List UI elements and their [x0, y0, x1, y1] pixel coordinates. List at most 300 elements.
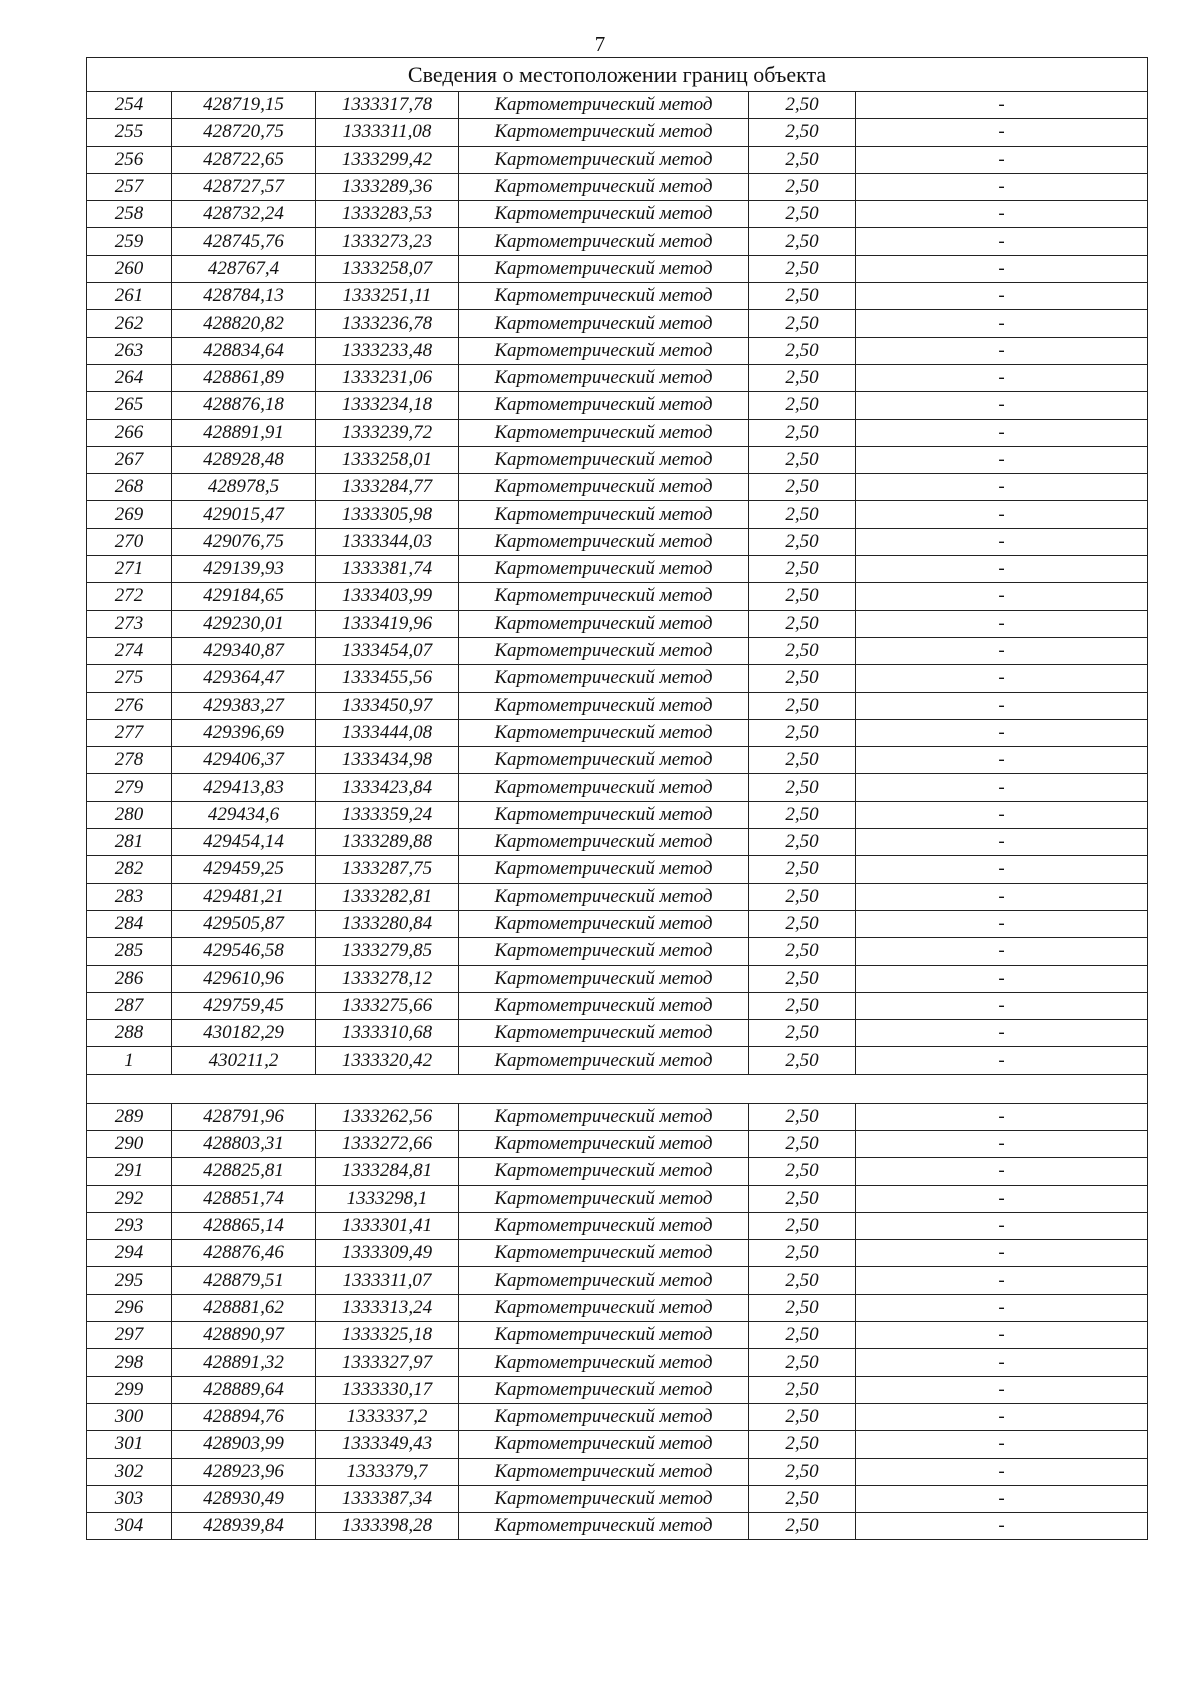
page-number: 7 — [594, 32, 606, 56]
point-number-cell: 263 — [87, 337, 172, 364]
table-title: Сведения о местоположении границ объекта — [87, 58, 1148, 92]
method-cell: Картометрический метод — [459, 1458, 749, 1485]
precision-cell: 2,50 — [749, 747, 856, 774]
description-cell: - — [856, 856, 1148, 883]
precision-cell: 2,50 — [749, 1485, 856, 1512]
boundary-coordinates-table — [86, 57, 1148, 1540]
point-number-cell: 269 — [87, 501, 172, 528]
table-row — [87, 1103, 1148, 1130]
x-coordinate-cell: 428720,75 — [172, 119, 316, 146]
y-coordinate-cell: 1333309,49 — [316, 1240, 459, 1267]
precision-cell: 2,50 — [749, 1294, 856, 1321]
description-cell: - — [856, 1322, 1148, 1349]
point-number-cell: 277 — [87, 719, 172, 746]
y-coordinate-cell: 1333379,7 — [316, 1458, 459, 1485]
method-cell: Картометрический метод — [459, 747, 749, 774]
description-cell: - — [856, 528, 1148, 555]
table-row — [87, 1020, 1148, 1047]
description-cell: - — [856, 1513, 1148, 1540]
point-number-cell: 294 — [87, 1240, 172, 1267]
description-cell: - — [856, 392, 1148, 419]
point-number-cell: 262 — [87, 310, 172, 337]
precision-cell: 2,50 — [749, 1185, 856, 1212]
precision-cell: 2,50 — [749, 392, 856, 419]
precision-cell: 2,50 — [749, 419, 856, 446]
x-coordinate-cell: 429610,96 — [172, 965, 316, 992]
point-number-cell: 282 — [87, 856, 172, 883]
description-cell: - — [856, 829, 1148, 856]
point-number-cell: 266 — [87, 419, 172, 446]
method-cell: Картометрический метод — [459, 255, 749, 282]
description-cell: - — [856, 1294, 1148, 1321]
method-cell: Картометрический метод — [459, 474, 749, 501]
method-cell: Картометрический метод — [459, 337, 749, 364]
table-row — [87, 419, 1148, 446]
point-number-cell: 290 — [87, 1130, 172, 1157]
method-cell: Картометрический метод — [459, 1403, 749, 1430]
point-number-cell: 264 — [87, 364, 172, 391]
precision-cell: 2,50 — [749, 665, 856, 692]
description-cell: - — [856, 1130, 1148, 1157]
precision-cell: 2,50 — [749, 719, 856, 746]
table-row — [87, 856, 1148, 883]
y-coordinate-cell: 1333298,1 — [316, 1185, 459, 1212]
description-cell: - — [856, 719, 1148, 746]
y-coordinate-cell: 1333282,81 — [316, 883, 459, 910]
method-cell: Картометрический метод — [459, 119, 749, 146]
x-coordinate-cell: 429434,6 — [172, 801, 316, 828]
y-coordinate-cell: 1333278,12 — [316, 965, 459, 992]
precision-cell: 2,50 — [749, 255, 856, 282]
description-cell: - — [856, 556, 1148, 583]
y-coordinate-cell: 1333284,77 — [316, 474, 459, 501]
description-cell: - — [856, 1431, 1148, 1458]
x-coordinate-cell: 428825,81 — [172, 1158, 316, 1185]
method-cell: Картометрический метод — [459, 92, 749, 119]
table-row — [87, 146, 1148, 173]
description-cell: - — [856, 283, 1148, 310]
description-cell: - — [856, 910, 1148, 937]
point-number-cell: 281 — [87, 829, 172, 856]
x-coordinate-cell: 428820,82 — [172, 310, 316, 337]
x-coordinate-cell: 428879,51 — [172, 1267, 316, 1294]
method-cell: Картометрический метод — [459, 1240, 749, 1267]
description-cell: - — [856, 1403, 1148, 1430]
table-row — [87, 747, 1148, 774]
precision-cell: 2,50 — [749, 965, 856, 992]
table-row — [87, 1431, 1148, 1458]
precision-cell: 2,50 — [749, 1130, 856, 1157]
y-coordinate-cell: 1333251,11 — [316, 283, 459, 310]
x-coordinate-cell: 429546,58 — [172, 938, 316, 965]
y-coordinate-cell: 1333454,07 — [316, 637, 459, 664]
table-row — [87, 474, 1148, 501]
x-coordinate-cell: 428745,76 — [172, 228, 316, 255]
description-cell: - — [856, 965, 1148, 992]
precision-cell: 2,50 — [749, 1513, 856, 1540]
description-cell: - — [856, 501, 1148, 528]
section-separator-row — [87, 1074, 1148, 1103]
table-row — [87, 583, 1148, 610]
precision-cell: 2,50 — [749, 1403, 856, 1430]
table-row — [87, 556, 1148, 583]
point-number-cell: 285 — [87, 938, 172, 965]
method-cell: Картометрический метод — [459, 1047, 749, 1074]
point-number-cell: 272 — [87, 583, 172, 610]
method-cell: Картометрический метод — [459, 1294, 749, 1321]
precision-cell: 2,50 — [749, 528, 856, 555]
x-coordinate-cell: 428978,5 — [172, 474, 316, 501]
table-row — [87, 992, 1148, 1019]
method-cell: Картометрический метод — [459, 1020, 749, 1047]
y-coordinate-cell: 1333313,24 — [316, 1294, 459, 1321]
y-coordinate-cell: 1333387,34 — [316, 1485, 459, 1512]
description-cell: - — [856, 255, 1148, 282]
precision-cell: 2,50 — [749, 283, 856, 310]
precision-cell: 2,50 — [749, 119, 856, 146]
y-coordinate-cell: 1333325,18 — [316, 1322, 459, 1349]
y-coordinate-cell: 1333311,07 — [316, 1267, 459, 1294]
description-cell: - — [856, 610, 1148, 637]
x-coordinate-cell: 428923,96 — [172, 1458, 316, 1485]
table-row — [87, 1349, 1148, 1376]
point-number-cell: 276 — [87, 692, 172, 719]
precision-cell: 2,50 — [749, 446, 856, 473]
description-cell: - — [856, 364, 1148, 391]
description-cell: - — [856, 146, 1148, 173]
y-coordinate-cell: 1333258,07 — [316, 255, 459, 282]
x-coordinate-cell: 428903,99 — [172, 1431, 316, 1458]
y-coordinate-cell: 1333236,78 — [316, 310, 459, 337]
precision-cell: 2,50 — [749, 910, 856, 937]
y-coordinate-cell: 1333327,97 — [316, 1349, 459, 1376]
x-coordinate-cell: 430182,29 — [172, 1020, 316, 1047]
precision-cell: 2,50 — [749, 774, 856, 801]
point-number-cell: 1 — [87, 1047, 172, 1074]
table-row — [87, 1376, 1148, 1403]
method-cell: Картометрический метод — [459, 610, 749, 637]
method-cell: Картометрический метод — [459, 446, 749, 473]
table-row — [87, 228, 1148, 255]
table-row — [87, 665, 1148, 692]
point-number-cell: 261 — [87, 283, 172, 310]
point-number-cell: 273 — [87, 610, 172, 637]
point-number-cell: 288 — [87, 1020, 172, 1047]
table-row — [87, 883, 1148, 910]
method-cell: Картометрический метод — [459, 283, 749, 310]
description-cell: - — [856, 1047, 1148, 1074]
point-number-cell: 256 — [87, 146, 172, 173]
y-coordinate-cell: 1333310,68 — [316, 1020, 459, 1047]
point-number-cell: 297 — [87, 1322, 172, 1349]
method-cell: Картометрический метод — [459, 992, 749, 1019]
description-cell: - — [856, 173, 1148, 200]
table-row — [87, 692, 1148, 719]
precision-cell: 2,50 — [749, 201, 856, 228]
method-cell: Картометрический метод — [459, 419, 749, 446]
method-cell: Картометрический метод — [459, 583, 749, 610]
description-cell: - — [856, 992, 1148, 1019]
table-row — [87, 1294, 1148, 1321]
description-cell: - — [856, 1185, 1148, 1212]
table-row — [87, 201, 1148, 228]
method-cell: Картометрический метод — [459, 883, 749, 910]
method-cell: Картометрический метод — [459, 1130, 749, 1157]
point-number-cell: 300 — [87, 1403, 172, 1430]
method-cell: Картометрический метод — [459, 637, 749, 664]
y-coordinate-cell: 1333275,66 — [316, 992, 459, 1019]
method-cell: Картометрический метод — [459, 173, 749, 200]
precision-cell: 2,50 — [749, 1267, 856, 1294]
table-row — [87, 528, 1148, 555]
description-cell: - — [856, 1020, 1148, 1047]
precision-cell: 2,50 — [749, 228, 856, 255]
y-coordinate-cell: 1333423,84 — [316, 774, 459, 801]
method-cell: Картометрический метод — [459, 1212, 749, 1239]
x-coordinate-cell: 428889,64 — [172, 1376, 316, 1403]
table-row — [87, 965, 1148, 992]
method-cell: Картометрический метод — [459, 556, 749, 583]
x-coordinate-cell: 428939,84 — [172, 1513, 316, 1540]
table-row — [87, 1267, 1148, 1294]
method-cell: Картометрический метод — [459, 1513, 749, 1540]
point-number-cell: 289 — [87, 1103, 172, 1130]
point-number-cell: 255 — [87, 119, 172, 146]
method-cell: Картометрический метод — [459, 1349, 749, 1376]
precision-cell: 2,50 — [749, 637, 856, 664]
description-cell: - — [856, 1103, 1148, 1130]
y-coordinate-cell: 1333287,75 — [316, 856, 459, 883]
y-coordinate-cell: 1333330,17 — [316, 1376, 459, 1403]
table-row — [87, 1322, 1148, 1349]
table-row — [87, 1185, 1148, 1212]
table-row — [87, 364, 1148, 391]
point-number-cell: 298 — [87, 1349, 172, 1376]
method-cell: Картометрический метод — [459, 310, 749, 337]
x-coordinate-cell: 429184,65 — [172, 583, 316, 610]
method-cell: Картометрический метод — [459, 1185, 749, 1212]
table-title-row — [87, 58, 1148, 92]
x-coordinate-cell: 428891,32 — [172, 1349, 316, 1376]
description-cell: - — [856, 692, 1148, 719]
precision-cell: 2,50 — [749, 556, 856, 583]
description-cell: - — [856, 1458, 1148, 1485]
table-row — [87, 1458, 1148, 1485]
table-row — [87, 774, 1148, 801]
x-coordinate-cell: 428767,4 — [172, 255, 316, 282]
section-separator-cell — [87, 1074, 1148, 1103]
precision-cell: 2,50 — [749, 1376, 856, 1403]
x-coordinate-cell: 429406,37 — [172, 747, 316, 774]
point-number-cell: 274 — [87, 637, 172, 664]
description-cell: - — [856, 419, 1148, 446]
point-number-cell: 279 — [87, 774, 172, 801]
table-row — [87, 392, 1148, 419]
x-coordinate-cell: 429139,93 — [172, 556, 316, 583]
description-cell: - — [856, 883, 1148, 910]
description-cell: - — [856, 747, 1148, 774]
x-coordinate-cell: 429454,14 — [172, 829, 316, 856]
description-cell: - — [856, 446, 1148, 473]
method-cell: Картометрический метод — [459, 774, 749, 801]
method-cell: Картометрический метод — [459, 665, 749, 692]
point-number-cell: 265 — [87, 392, 172, 419]
x-coordinate-cell: 428834,64 — [172, 337, 316, 364]
method-cell: Картометрический метод — [459, 801, 749, 828]
method-cell: Картометрический метод — [459, 938, 749, 965]
method-cell: Картометрический метод — [459, 392, 749, 419]
precision-cell: 2,50 — [749, 146, 856, 173]
x-coordinate-cell: 429076,75 — [172, 528, 316, 555]
x-coordinate-cell: 429481,21 — [172, 883, 316, 910]
table-row — [87, 610, 1148, 637]
y-coordinate-cell: 1333279,85 — [316, 938, 459, 965]
y-coordinate-cell: 1333284,81 — [316, 1158, 459, 1185]
description-cell: - — [856, 1267, 1148, 1294]
point-number-cell: 296 — [87, 1294, 172, 1321]
point-number-cell: 284 — [87, 910, 172, 937]
description-cell: - — [856, 92, 1148, 119]
method-cell: Картометрический метод — [459, 829, 749, 856]
table-row — [87, 1130, 1148, 1157]
table-row — [87, 173, 1148, 200]
x-coordinate-cell: 428890,97 — [172, 1322, 316, 1349]
x-coordinate-cell: 429364,47 — [172, 665, 316, 692]
y-coordinate-cell: 1333419,96 — [316, 610, 459, 637]
point-number-cell: 302 — [87, 1458, 172, 1485]
point-number-cell: 291 — [87, 1158, 172, 1185]
x-coordinate-cell: 428722,65 — [172, 146, 316, 173]
precision-cell: 2,50 — [749, 501, 856, 528]
description-cell: - — [856, 774, 1148, 801]
point-number-cell: 259 — [87, 228, 172, 255]
x-coordinate-cell: 429759,45 — [172, 992, 316, 1019]
table-row — [87, 92, 1148, 119]
y-coordinate-cell: 1333359,24 — [316, 801, 459, 828]
table-row — [87, 255, 1148, 282]
point-number-cell: 301 — [87, 1431, 172, 1458]
precision-cell: 2,50 — [749, 1322, 856, 1349]
y-coordinate-cell: 1333450,97 — [316, 692, 459, 719]
precision-cell: 2,50 — [749, 692, 856, 719]
x-coordinate-cell: 428791,96 — [172, 1103, 316, 1130]
x-coordinate-cell: 428865,14 — [172, 1212, 316, 1239]
y-coordinate-cell: 1333299,42 — [316, 146, 459, 173]
description-cell: - — [856, 1349, 1148, 1376]
method-cell: Картометрический метод — [459, 1431, 749, 1458]
precision-cell: 2,50 — [749, 1349, 856, 1376]
table-row — [87, 637, 1148, 664]
point-number-cell: 267 — [87, 446, 172, 473]
table-row — [87, 1513, 1148, 1540]
y-coordinate-cell: 1333320,42 — [316, 1047, 459, 1074]
table-row — [87, 1403, 1148, 1430]
precision-cell: 2,50 — [749, 856, 856, 883]
y-coordinate-cell: 1333398,28 — [316, 1513, 459, 1540]
point-number-cell: 258 — [87, 201, 172, 228]
description-cell: - — [856, 665, 1148, 692]
point-number-cell: 270 — [87, 528, 172, 555]
precision-cell: 2,50 — [749, 310, 856, 337]
method-cell: Картометрический метод — [459, 528, 749, 555]
x-coordinate-cell: 429383,27 — [172, 692, 316, 719]
precision-cell: 2,50 — [749, 829, 856, 856]
point-number-cell: 268 — [87, 474, 172, 501]
y-coordinate-cell: 1333301,41 — [316, 1212, 459, 1239]
table-row — [87, 801, 1148, 828]
precision-cell: 2,50 — [749, 364, 856, 391]
description-cell: - — [856, 474, 1148, 501]
x-coordinate-cell: 428891,91 — [172, 419, 316, 446]
method-cell: Картометрический метод — [459, 228, 749, 255]
method-cell: Картометрический метод — [459, 1267, 749, 1294]
point-number-cell: 275 — [87, 665, 172, 692]
precision-cell: 2,50 — [749, 992, 856, 1019]
x-coordinate-cell: 428928,48 — [172, 446, 316, 473]
x-coordinate-cell: 428876,46 — [172, 1240, 316, 1267]
y-coordinate-cell: 1333262,56 — [316, 1103, 459, 1130]
method-cell: Картометрический метод — [459, 1158, 749, 1185]
y-coordinate-cell: 1333317,78 — [316, 92, 459, 119]
y-coordinate-cell: 1333434,98 — [316, 747, 459, 774]
method-cell: Картометрический метод — [459, 856, 749, 883]
table-row — [87, 1212, 1148, 1239]
precision-cell: 2,50 — [749, 610, 856, 637]
precision-cell: 2,50 — [749, 1212, 856, 1239]
description-cell: - — [856, 337, 1148, 364]
y-coordinate-cell: 1333349,43 — [316, 1431, 459, 1458]
method-cell: Картометрический метод — [459, 692, 749, 719]
table-row — [87, 119, 1148, 146]
x-coordinate-cell: 429505,87 — [172, 910, 316, 937]
precision-cell: 2,50 — [749, 1458, 856, 1485]
table-row — [87, 1047, 1148, 1074]
point-number-cell: 292 — [87, 1185, 172, 1212]
x-coordinate-cell: 428727,57 — [172, 173, 316, 200]
precision-cell: 2,50 — [749, 1240, 856, 1267]
method-cell: Картометрический метод — [459, 1376, 749, 1403]
y-coordinate-cell: 1333305,98 — [316, 501, 459, 528]
x-coordinate-cell: 428803,31 — [172, 1130, 316, 1157]
y-coordinate-cell: 1333455,56 — [316, 665, 459, 692]
point-number-cell: 299 — [87, 1376, 172, 1403]
precision-cell: 2,50 — [749, 92, 856, 119]
table-row — [87, 938, 1148, 965]
x-coordinate-cell: 429015,47 — [172, 501, 316, 528]
x-coordinate-cell: 428894,76 — [172, 1403, 316, 1430]
precision-cell: 2,50 — [749, 583, 856, 610]
method-cell: Картометрический метод — [459, 965, 749, 992]
point-number-cell: 293 — [87, 1212, 172, 1239]
x-coordinate-cell: 428881,62 — [172, 1294, 316, 1321]
description-cell: - — [856, 119, 1148, 146]
x-coordinate-cell: 429230,01 — [172, 610, 316, 637]
x-coordinate-cell: 428930,49 — [172, 1485, 316, 1512]
point-number-cell: 271 — [87, 556, 172, 583]
x-coordinate-cell: 428876,18 — [172, 392, 316, 419]
table-row — [87, 283, 1148, 310]
description-cell: - — [856, 310, 1148, 337]
table-row — [87, 446, 1148, 473]
method-cell: Картометрический метод — [459, 1322, 749, 1349]
table-row — [87, 1485, 1148, 1512]
table-row — [87, 501, 1148, 528]
point-number-cell: 280 — [87, 801, 172, 828]
y-coordinate-cell: 1333231,06 — [316, 364, 459, 391]
precision-cell: 2,50 — [749, 1103, 856, 1130]
description-cell: - — [856, 228, 1148, 255]
table-row — [87, 1240, 1148, 1267]
